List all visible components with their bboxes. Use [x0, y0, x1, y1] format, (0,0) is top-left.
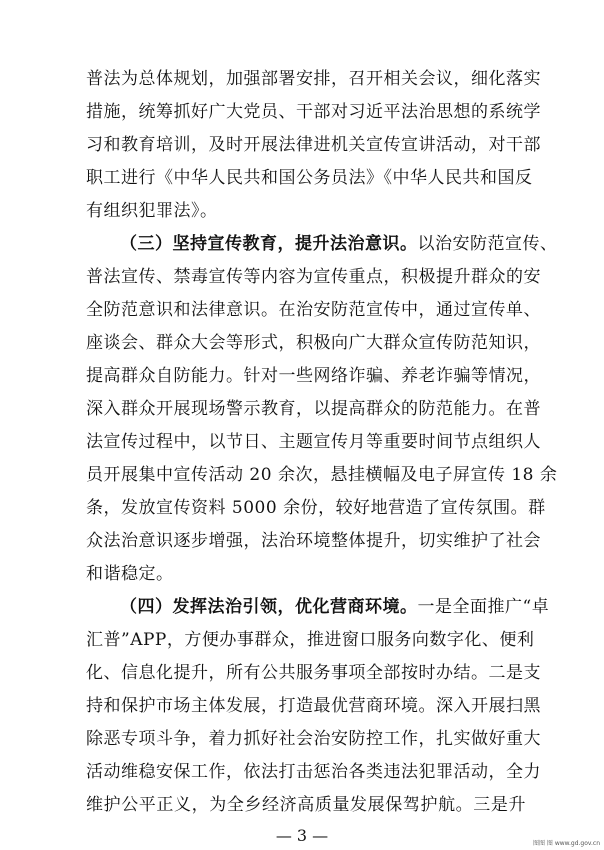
line-13: 员开展集中宣传活动 20 余次，悬挂横幅及电子屏宣传 18 余 — [86, 465, 558, 485]
section-heading-4: （四）发挥法治引领，优化营商环境。 — [120, 597, 418, 617]
line-4: 职工进行《中华人民共和国公务员法》《中华人民共和国反 — [86, 168, 533, 188]
line-15: 众法治意识逐步增强，法治环境整体提升，切实维护了社会 — [86, 531, 541, 551]
line-3: 习和教育培训，及时开展法律进机关宣传宣讲活动，对干部 — [86, 135, 541, 155]
line-22: 活动维稳安保工作，依法打击惩治各类违法犯罪活动，全力 — [86, 762, 541, 782]
line-16: 和谐稳定。 — [86, 564, 174, 584]
page-number: — 3 — — [275, 826, 329, 845]
line-7: 普法宣传、禁毒宣传等内容为宣传重点，积极提升群众的安 — [86, 267, 541, 287]
line-1: 普法为总体规划，加强部署安排，召开相关会议，细化落实 — [86, 69, 541, 89]
line-2: 措施，统筹抓好广大党员、干部对习近平法治思想的系统学 — [86, 102, 541, 122]
line-6 — [120, 233, 558, 255]
section-heading-3: （三）坚持宣传教育，提升法治意识。 — [120, 234, 418, 254]
line-12: 法宣传过程中，以节日、主题宣传月等重要时间节点组织人 — [86, 432, 541, 452]
line-20: 持和保护市场主体发展，打造最优营商环境。深入开展扫黑 — [86, 696, 541, 716]
line-18: 汇普”APP，方便办事群众，推进窗口服务向数字化、便利 — [86, 630, 535, 650]
line-23: 维护公平正义，为全乡经济高质量发展保驾护航。三是升 — [86, 795, 526, 815]
line-17-text: 一是全面推广“卓 — [417, 597, 550, 617]
line-6-text: 以治安防范宣传、 — [417, 234, 558, 254]
line-14: 条，发放宣传资料 5000 余份，较好地营造了宣传氛围。群 — [86, 498, 546, 518]
line-17 — [120, 596, 550, 618]
line-21: 除恶专项斗争，着力抓好社会治安防控工作，扎实做好重大 — [86, 729, 541, 749]
line-19: 化、信息化提升，所有公共服务事项全部按时办结。二是支 — [86, 663, 541, 683]
line-10: 提高群众自防能力。针对一些网络诈骗、养老诈骗等情况， — [86, 366, 541, 386]
watermark: 图图 图 www.gd.gov.cn — [533, 840, 600, 847]
line-5: 有组织犯罪法》。 — [86, 201, 218, 221]
line-8: 全防范意识和法律意识。在治安防范宣传中，通过宣传单、 — [86, 300, 541, 320]
line-11: 深入群众开展现场警示教育，以提高群众的防范能力。在普 — [86, 399, 541, 419]
line-9: 座谈会、群众大会等形式，积极向广大群众宣传防范知识， — [86, 333, 541, 353]
